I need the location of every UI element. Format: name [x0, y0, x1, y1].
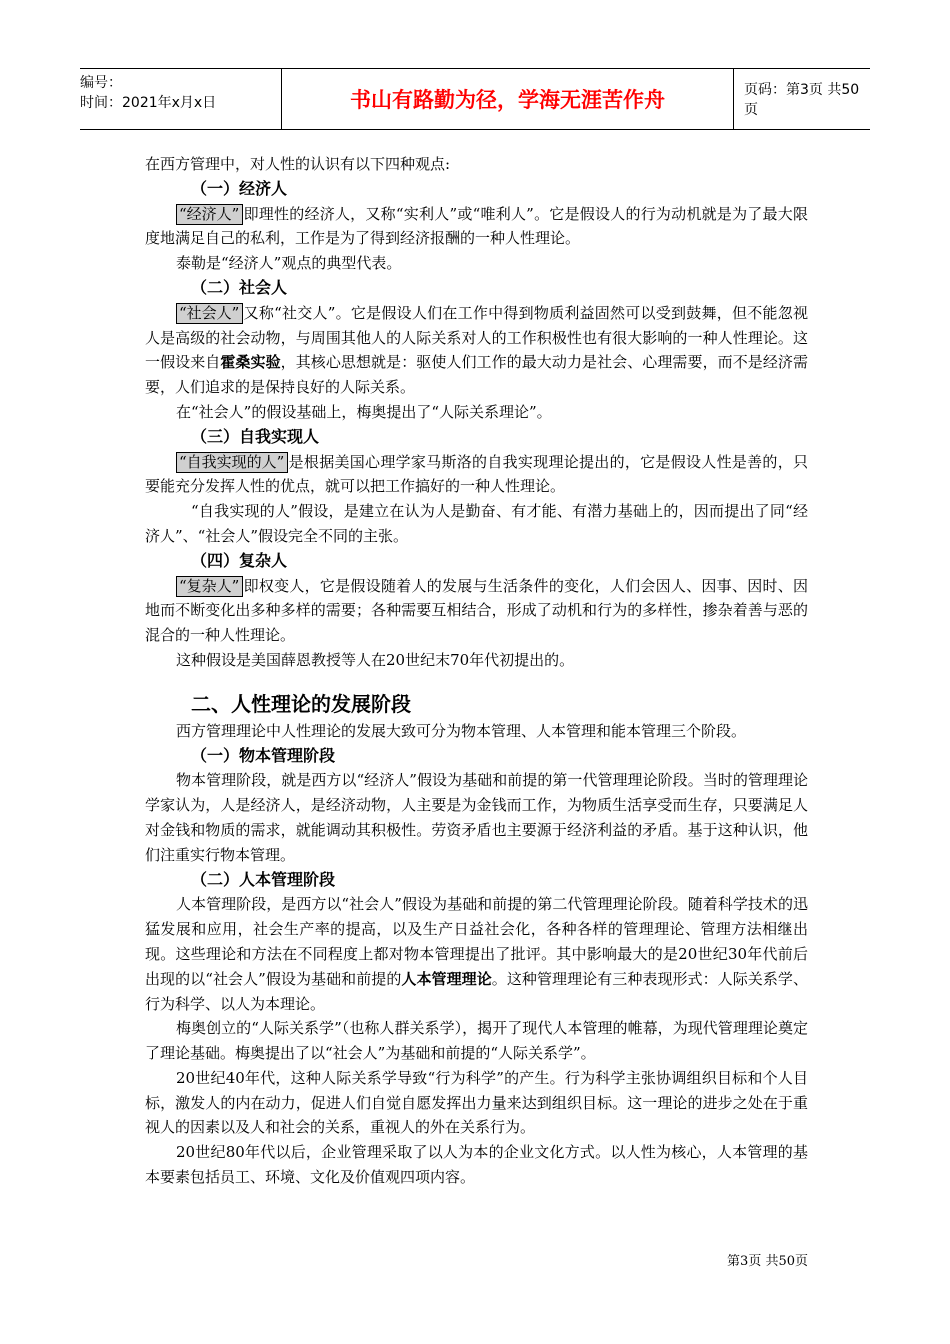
page-header — [80, 68, 870, 130]
header-meta — [80, 69, 281, 129]
paragraph-schein: 这种假设是美国薛恩教授等人在20世纪末70年代初提出的。 — [176, 650, 575, 669]
paragraph-stages-intro: 西方管理理论中人性理论的发展大致可分为物本管理、人本管理和能本管理三个阶段。 — [176, 721, 747, 740]
paragraph-behavioral-science: 20世纪40年代，这种人际关系学导致“行为科学”的产生。行为科学主张协调组织目标和个人目标，激发人的内在动力，促进人们自觉自愿发挥出力量来达到组织目标。这一理论的进步之处在于重视人的因素以及人和社会的关系，重视人的外在关系行为。 — [145, 1068, 808, 1137]
paragraph-self-actualizing-2: “自我实现的人”假设，是建立在认为人是勤奋、有才能、有潜力基础上的，因而提出了同“经济人”、“社会人”假设完全不同的主张。 — [145, 502, 808, 545]
term-box-self-actualizing: “自我实现的人” — [176, 452, 288, 473]
bold-human-management-theory: 人本管理理论 — [401, 969, 492, 988]
subheading-material-management: （一）物本管理阶段 — [191, 745, 336, 765]
subheading-human-management: （二）人本管理阶段 — [191, 869, 336, 889]
paragraph-text: ，其核心思想就是：驱使人们工作的最大动力是社会、心理需要，而不是经济需要，人们追求的是保持良好的人际关系。 — [145, 353, 808, 397]
subheading-self-actualizing: （三）自我实现人 — [191, 426, 320, 446]
intro-paragraph: 在西方管理中，对人性的认识有以下四种观点: — [145, 155, 451, 173]
paragraph-text: 人本管理阶段，是西方以“社会人”假设为基础和前提的第二代管理理论阶段。随着科学技术的迅猛发展和应用，社会生产率的提高，以及生产日益社会化，各种各样的管理理论、管理方法相继出现。这些理论和方法在不同程度上都对物本管理提出了批评。其中影响最大的是20世纪30年代前后出现的以“社会人”假设为基础和前提的 — [145, 895, 808, 988]
paragraph-mayo: 在“社会人”的假设基础上，梅奥提出了“人际关系理论”。 — [176, 402, 552, 421]
time-label: 时间：2021年x月x日 — [80, 95, 217, 111]
paragraph-text: 是根据美国心理学家马斯洛的自我实现理论提出的，它是假设人性是善的，只要能充分发挥人性的优点，就可以把工作搞好的一种人性理论。 — [145, 452, 808, 496]
document-body — [145, 152, 808, 1190]
paragraph-human-management — [145, 892, 808, 1016]
paragraph-material-management: 物本管理阶段，就是西方以“经济人”假设为基础和前提的第一代管理理论阶段。当时的管理理论学家认为，人是经济人，是经济动物，人主要是为金钱而工作，为物质生活享受而生存，只要满足人对金钱和物质的需求，就能调动其积极性。劳资矛盾也主要源于经济利益的矛盾。基于这种认识，他们注重实行物本管理。 — [145, 771, 808, 864]
subheading-social-man: （二）社会人 — [191, 277, 288, 297]
paragraph-complex-man — [145, 574, 808, 648]
number-label: 编号： — [80, 75, 122, 91]
bold-hawthorne: 霍桑实验 — [220, 353, 281, 372]
paragraph-text: 。这种管理理论有三种表现形式：人际关系学、行为科学、以人为本理论。 — [145, 969, 808, 1013]
paragraph-taylor: 泰勒是“经济人”观点的典型代表。 — [176, 254, 402, 273]
term-box-complex-man: “复杂人” — [176, 576, 243, 597]
page-footer: 第3页 共50页 — [727, 1254, 808, 1269]
subheading-economic-man: （一）经济人 — [191, 178, 288, 198]
paragraph-economic-man — [145, 202, 808, 252]
paragraph-text: 即理性的经济人，又称“实利人”或“唯利人”。它是假设人的行为动机就是为了最大限度地满足自己的私利，工作是为了得到经济报酬的一种人性理论。 — [145, 204, 808, 248]
paragraph-text: 即权变人，它是假设随着人的发展与生活条件的变化，人们会因人、因事、因时、因地而不断变化出多种多样的需要；各种需要互相结合，形成了动机和行为的多样性，掺杂着善与恶的混合的一种人性理论。 — [145, 576, 808, 645]
paragraph-text: 又称“社交人”。它是假设人们在工作中得到物质利益固然可以受到鼓舞，但不能忽视人是高级的社会动物，与周围其他人的人际关系对人的工作积极性也有很大影响的一种人性理论。这一假设来自 — [145, 303, 808, 372]
paragraph-human-relations: 梅奥创立的“人际关系学”（也称人群关系学），揭开了现代人本管理的帷幕，为现代管理理论奠定了理论基础。梅奥提出了以“社会人”为基础和前提的“人际关系学”。 — [145, 1019, 808, 1063]
paragraph-social-man — [145, 301, 808, 400]
subheading-complex-man: （四）复杂人 — [191, 550, 288, 570]
section-heading-development: 二、人性理论的发展阶段 — [191, 691, 411, 716]
term-box-economic-man: “经济人” — [176, 204, 243, 225]
paragraph-self-actualizing — [145, 450, 808, 500]
header-motto: 书山有路勤为径，学海无涯苦作舟 — [281, 69, 734, 129]
paragraph-corporate-culture: 20世纪80年代以后，企业管理采取了以人为本的企业文化方式。以人性为核心，人本管理的基本要素包括员工、环境、文化及价值观四项内容。 — [145, 1143, 808, 1187]
term-box-social-man: “社会人” — [176, 303, 243, 324]
header-page-code: 页码：第3页 共50页 — [744, 82, 860, 118]
